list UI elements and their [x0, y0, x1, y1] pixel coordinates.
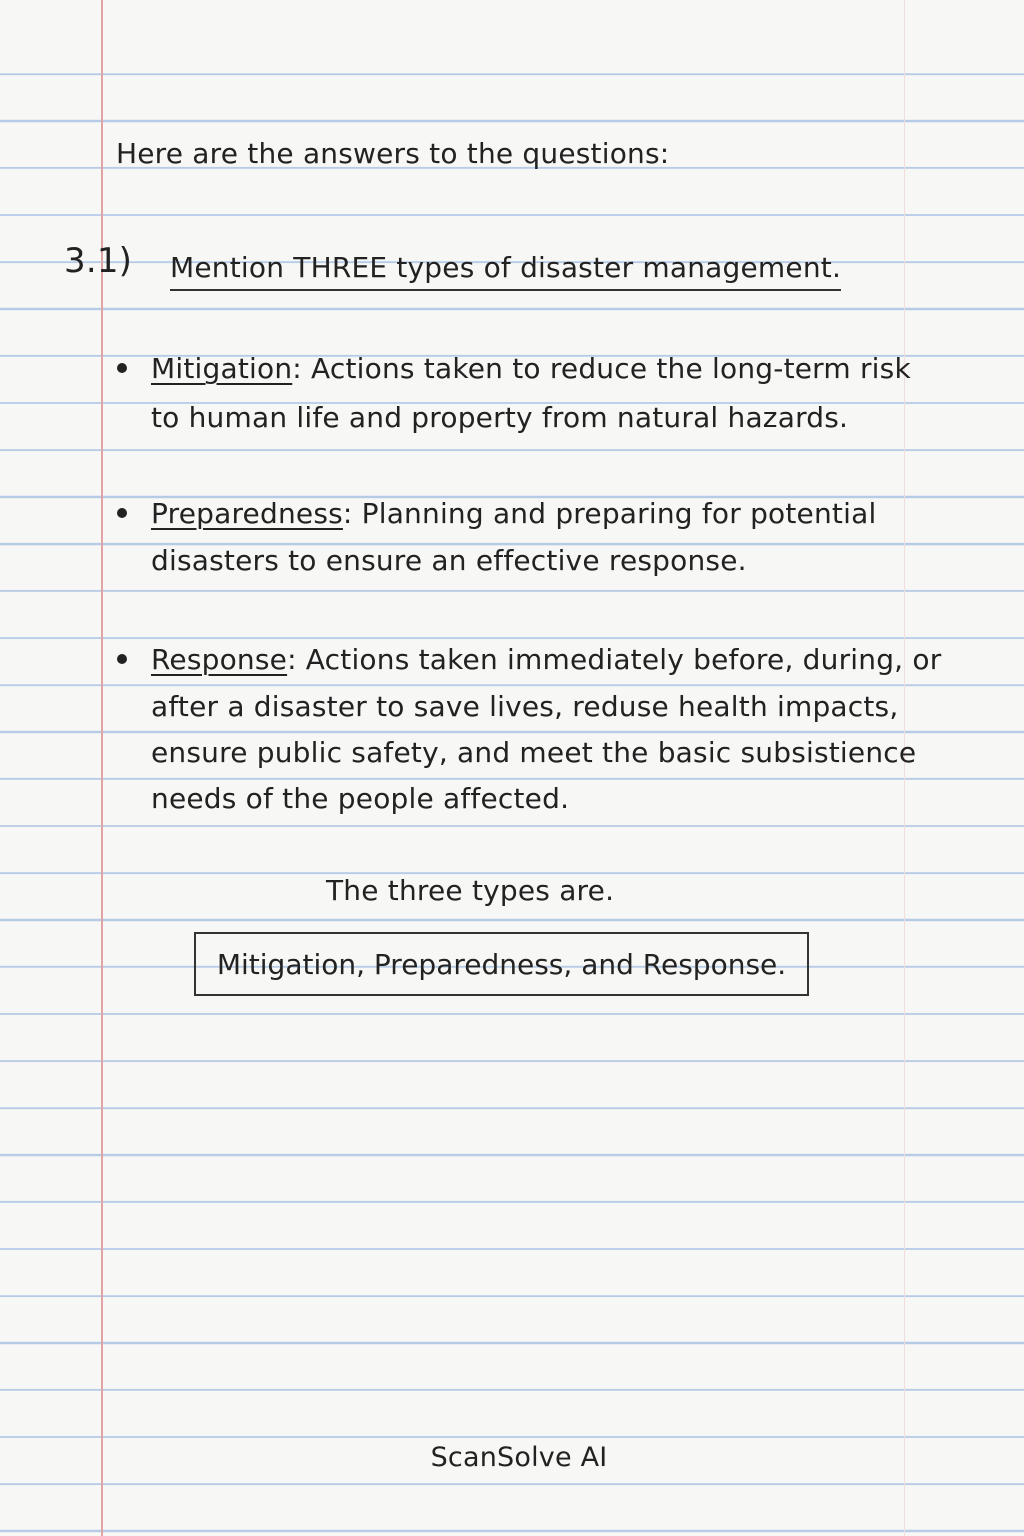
- margin-line: [101, 0, 103, 1536]
- answer-preparedness-line-2: disasters to ensure an effective response.: [151, 544, 747, 577]
- answer-response-line-4: needs of the people affected.: [151, 782, 570, 815]
- answer-term-preparedness: Preparedness: [151, 497, 343, 530]
- question-number: 3.1): [64, 241, 133, 281]
- answer-response-line-2: after a disaster to save lives, reduse health impacts,: [151, 690, 899, 723]
- answer-term-mitigation: Mitigation: [151, 352, 293, 385]
- answer-mitigation-line-1: [151, 352, 911, 386]
- question-text: Mention THREE types of disaster management.: [170, 251, 841, 291]
- boxed-answer-text: Mitigation, Preparedness, and Response.: [216, 947, 787, 981]
- boxed-answer: [194, 932, 809, 996]
- answer-text: : Actions taken to reduce the long-term risk: [292, 352, 911, 385]
- answer-text: : Planning and preparing for potential: [342, 497, 877, 530]
- answer-text: : Actions taken immediately before, during, or: [287, 643, 942, 676]
- summary-text: The three types are.: [326, 874, 615, 907]
- answer-response-line-1: [151, 643, 941, 677]
- answer-preparedness-line-1: [151, 497, 876, 531]
- answer-mitigation-line-2: to human life and property from natural hazards.: [151, 401, 849, 434]
- intro-text: Here are the answers to the questions:: [116, 137, 670, 170]
- answer-term-response: Response: [151, 643, 288, 676]
- bullet-icon: [117, 508, 127, 518]
- bullet-icon: [117, 363, 127, 373]
- answer-response-line-3: ensure public safety, and meet the basic subsistience: [151, 736, 917, 769]
- footer-brand: ScanSolve AI: [430, 1442, 608, 1473]
- bullet-icon: [117, 654, 127, 664]
